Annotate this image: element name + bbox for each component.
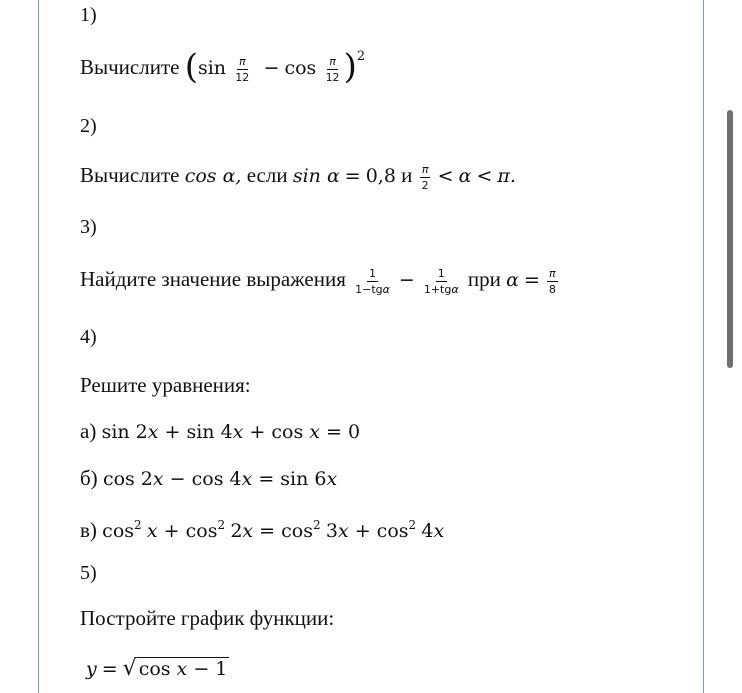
if-word: если <box>246 163 288 187</box>
frac-num: 1 <box>437 266 445 280</box>
sqrt-icon: √ <box>122 656 137 681</box>
equation-c-term: 𝑥 + cos <box>146 520 218 542</box>
frac-num: π <box>549 266 556 280</box>
squared-exponent: 2 <box>134 518 142 532</box>
frac-num: 1 <box>369 266 377 280</box>
equation-c-label: в) <box>80 518 97 542</box>
task-3-prompt: Найдите значение выражения <box>80 267 346 291</box>
right-paren: ) <box>343 47 357 88</box>
equals-op: = <box>523 269 540 291</box>
equation-b <box>80 465 337 492</box>
frac-den: 1−tg <box>355 282 383 296</box>
minus-op: − <box>263 57 280 79</box>
alpha-symbol: α <box>506 269 519 291</box>
fraction-1-over-1-minus-tg <box>353 268 392 295</box>
sin-func: sin <box>197 57 227 79</box>
pi-symbol: π. <box>497 165 516 187</box>
power-exponent: 2 <box>356 49 366 64</box>
equation-c-term: 2𝑥 = cos <box>230 520 313 542</box>
task-1-number: 1) <box>80 4 97 26</box>
task-3-number: 3) <box>80 216 97 238</box>
alpha-symbol: α <box>458 165 472 187</box>
frac-den: 8 <box>548 282 556 296</box>
fraction-pi-12-a <box>233 56 251 83</box>
value: 0,8 <box>365 165 396 187</box>
sin-alpha: sin α <box>292 165 340 187</box>
left-paren: ( <box>184 47 198 88</box>
task-4-number: 4) <box>80 326 97 348</box>
task-4-prompt: Решите уравнения: <box>80 373 251 397</box>
document-page <box>38 0 704 693</box>
equation-c <box>80 512 444 544</box>
task-5-number: 5) <box>80 562 97 584</box>
frac-den: 12 <box>325 70 340 84</box>
equals-op: = <box>344 165 361 187</box>
equation-a <box>80 418 360 445</box>
frac-den: 2 <box>421 178 429 192</box>
equation-b-text: cos 2𝑥 − cos 4𝑥 = sin 6𝑥 <box>102 468 338 490</box>
task-5-prompt: Постройте график функции: <box>80 606 335 630</box>
task-1-line <box>80 47 366 88</box>
task-1-prompt: Вычислите <box>80 55 180 79</box>
at-word: при <box>467 267 501 291</box>
cos-func: cos <box>284 57 317 79</box>
function-formula <box>86 655 229 682</box>
task-2-number: 2) <box>80 115 97 137</box>
task-2-line <box>80 162 516 191</box>
task-2-prompt: Вычислите <box>80 163 180 187</box>
frac-den: 12 <box>235 70 250 84</box>
frac-num: π <box>421 162 429 176</box>
equation-a-text: sin 2𝑥 + sin 4𝑥 + cos 𝑥 = 0 <box>101 421 361 443</box>
task-3-line <box>80 266 560 295</box>
scrollbar-thumb[interactable] <box>727 110 733 368</box>
less-than-op: < <box>437 165 454 187</box>
equation-c-term: cos <box>102 520 135 542</box>
frac-num: π <box>329 54 336 68</box>
minus-op: − <box>398 269 415 291</box>
cos-alpha: cos α, <box>184 165 242 187</box>
radicand: cos 𝑥 − 1 <box>138 658 228 680</box>
equation-c-term: 4𝑥 <box>421 520 445 542</box>
equation-b-label: б) <box>80 466 98 490</box>
equals-op: = <box>101 658 118 680</box>
frac-den: 1+tg <box>423 282 452 296</box>
alpha-symbol: α <box>451 282 459 296</box>
equation-a-label: а) <box>80 419 97 443</box>
frac-num: π <box>238 54 246 68</box>
squared-exponent: 2 <box>217 518 226 532</box>
squared-exponent: 2 <box>408 518 417 532</box>
fraction-1-over-1-plus-tg <box>422 268 461 295</box>
squared-exponent: 2 <box>312 518 321 532</box>
fraction-pi-2 <box>420 164 431 191</box>
y-variable: 𝑦 <box>86 658 97 680</box>
fraction-pi-12-b <box>324 56 342 83</box>
and-word: и <box>401 163 413 187</box>
less-than-op: < <box>476 165 493 187</box>
fraction-pi-8 <box>547 268 558 295</box>
alpha-symbol: α <box>382 282 390 296</box>
equation-c-term: 3𝑥 + cos <box>325 520 409 542</box>
